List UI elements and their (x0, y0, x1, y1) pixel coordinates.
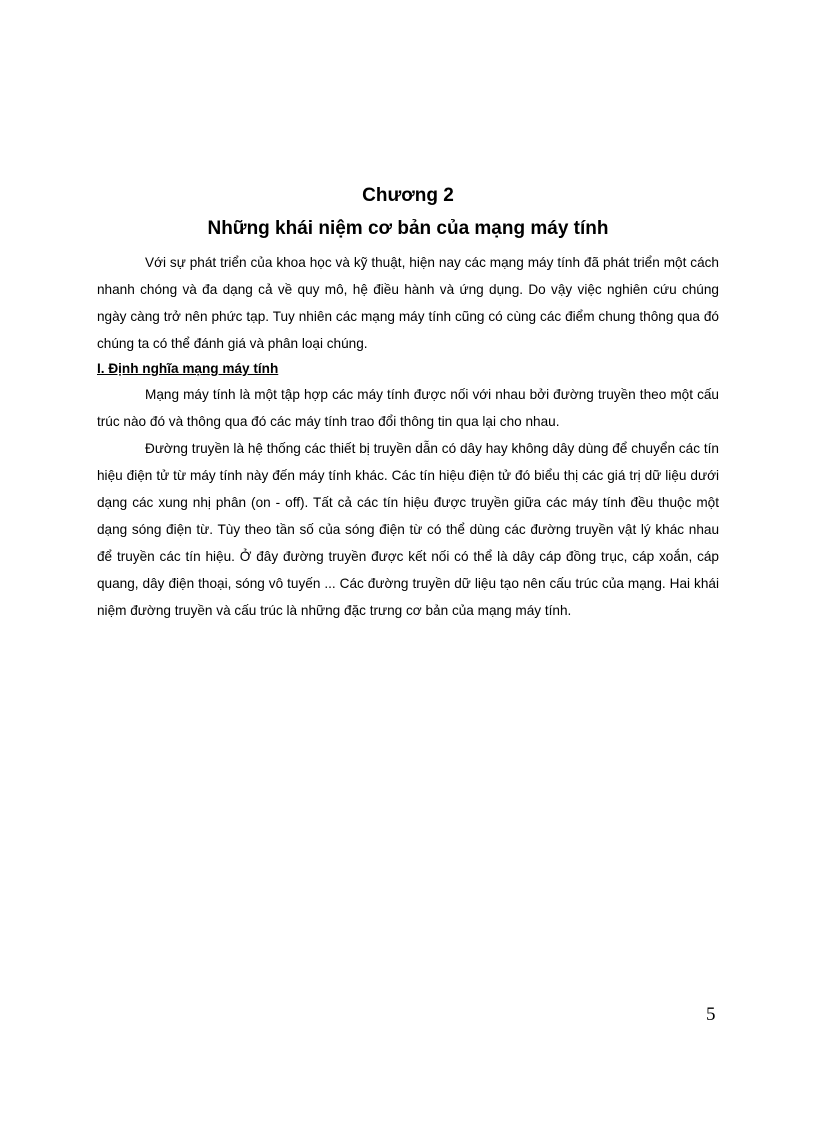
transmission-paragraph: Đường truyền là hệ thống các thiết bị truyền dẫn có dây hay không dây dùng để chuyển các tín hiệu điện tử từ máy tính này đến máy tính khác. Các tín hiệu điện tử đó biểu thị các giá trị dữ liệu dưới dạng các xung nhị phân (on - off). Tất cả các tín hiệu được truyền giữa các máy tính đều thuộc một dạng sóng điện từ. Tùy theo tần số của sóng điện từ có thể dùng các đường truyền vật lý khác nhau để truyền các tín hiệu. Ở đây đường truyền được kết nối có thể là dây cáp đồng trục, cáp xoắn, cáp quang, dây điện thoại, sóng vô tuyến ... Các đường truyền dữ liệu tạo nên cấu trúc của mạng. Hai khái niệm đường truyền và cấu trúc là những đặc trưng cơ bản của mạng máy tính. (97, 441, 719, 618)
section-heading: I. Định nghĩa mạng máy tính (97, 361, 279, 376)
intro-paragraph: Với sự phát triển của khoa học và kỹ thuật, hiện nay các mạng máy tính đã phát triển một cách nhanh chóng và đa dạng cả về quy mô, hệ điều hành và ứng dụng. Do vậy việc nghiên cứu chúng ngày càng trở nên phức tạp. Tuy nhiên các mạng máy tính cũng có cùng các điểm chung thông qua đó chúng ta có thể đánh giá và phân loại chúng. (97, 255, 719, 351)
definition-section (97, 381, 719, 624)
chapter-title: Những khái niệm cơ bản của mạng máy tính (207, 218, 609, 239)
intro-section (97, 249, 719, 357)
definition-paragraph: Mạng máy tính là một tập hợp các máy tính được nối với nhau bởi đường truyền theo một cấu trúc nào đó và thông qua đó các máy tính trao đổi thông tin qua lại cho nhau. (97, 387, 719, 429)
chapter-label: Chương 2 (362, 185, 454, 206)
page-number: 5 (706, 1004, 716, 1025)
